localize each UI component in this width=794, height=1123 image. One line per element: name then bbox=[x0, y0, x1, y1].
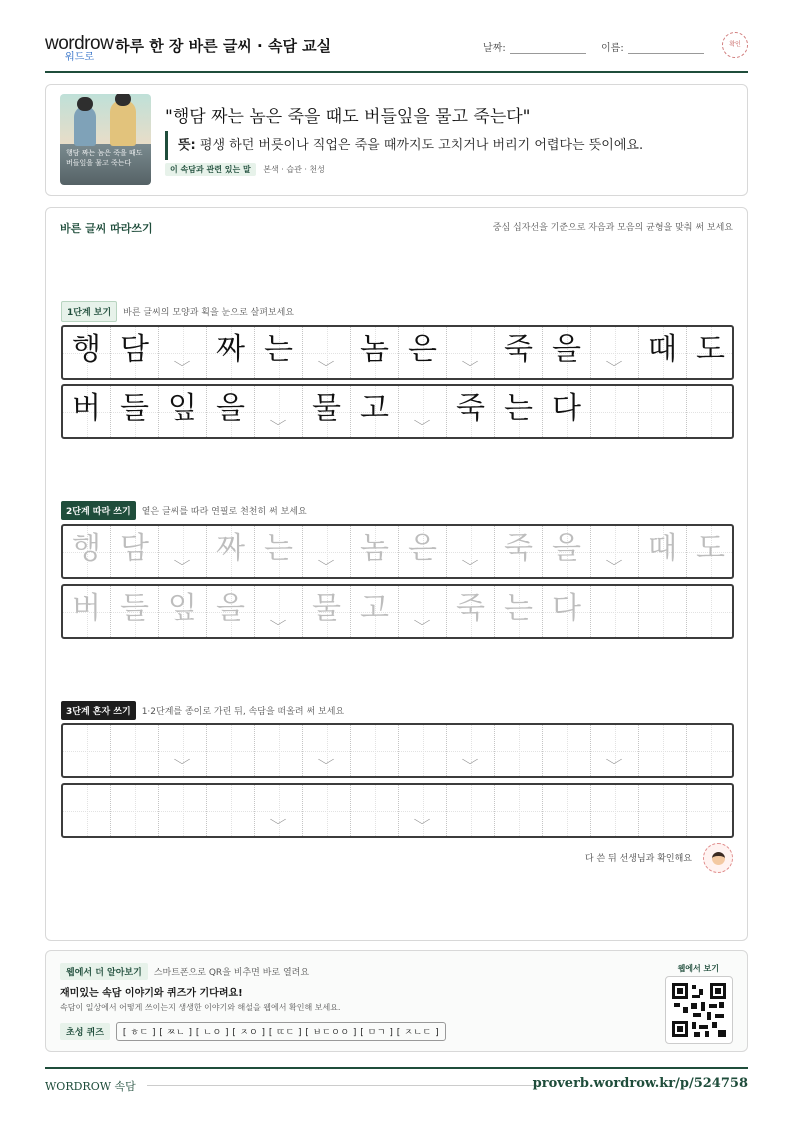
grid-cell[interactable] bbox=[111, 586, 159, 637]
space-cell[interactable] bbox=[639, 785, 687, 836]
space-cell bbox=[591, 386, 639, 437]
syllable: 는 bbox=[264, 531, 293, 566]
step1-label: 1단계 보기 bbox=[61, 301, 117, 322]
grid-cell[interactable] bbox=[543, 785, 591, 836]
syllable: 는 bbox=[504, 591, 533, 626]
name-line[interactable] bbox=[628, 44, 704, 54]
grid-cell bbox=[687, 327, 734, 378]
syllable: 죽 bbox=[504, 332, 533, 367]
space-cell[interactable] bbox=[303, 526, 351, 577]
syllable: 을 bbox=[216, 591, 245, 626]
space-cell bbox=[399, 386, 447, 437]
grid-cell bbox=[63, 386, 111, 437]
chosung-quiz bbox=[60, 1022, 446, 1041]
syllable: 을 bbox=[216, 391, 245, 426]
grid-cell[interactable] bbox=[687, 526, 734, 577]
grid-cell bbox=[111, 327, 159, 378]
space-mark-icon: ﹀ bbox=[173, 758, 191, 772]
space-cell bbox=[159, 327, 207, 378]
syllable: 담 bbox=[120, 332, 149, 367]
syllable: 다 bbox=[552, 391, 581, 426]
proverb-thumbnail bbox=[60, 94, 151, 185]
space-cell[interactable] bbox=[591, 586, 639, 637]
space-mark-icon: ﹀ bbox=[173, 559, 191, 573]
step2-label: 2단계 따라 쓰기 bbox=[61, 501, 136, 520]
grid-cell bbox=[207, 327, 255, 378]
thumbnail-caption: 행담 짜는 놈은 죽을 때도 버들잎을 물고 죽는다 bbox=[66, 149, 143, 167]
space-cell[interactable] bbox=[447, 526, 495, 577]
syllable: 놈 bbox=[360, 531, 389, 566]
quiz-box: [ ㅎㄷ ] [ ㅉㄴ ] [ ㄴㅇ ] [ ㅈㅇ ] [ ㄸㄷ ] [ ㅂㄷㅇㅇ ] [ ㅁㄱ ] [ ㅈㄴㄷ ] bbox=[116, 1022, 446, 1041]
footer-brand: WORDROW 속담 bbox=[45, 1080, 136, 1093]
meaning-label: 뜻: bbox=[178, 138, 196, 153]
space-cell[interactable] bbox=[687, 586, 734, 637]
step3-desc: 1·2단계를 종이로 가린 뒤, 속담을 떠올려 써 보세요 bbox=[141, 707, 345, 717]
syllable: 을 bbox=[552, 332, 581, 367]
syllable: 은 bbox=[408, 332, 437, 367]
space-mark-icon: ﹀ bbox=[317, 559, 335, 573]
grid-cell[interactable] bbox=[543, 725, 591, 776]
space-mark-icon: ﹀ bbox=[173, 360, 191, 374]
grid-cell[interactable] bbox=[495, 586, 543, 637]
syllable: 죽 bbox=[504, 531, 533, 566]
grid-cell[interactable] bbox=[399, 725, 447, 776]
space-mark-icon: ﹀ bbox=[317, 758, 335, 772]
grid-cell[interactable] bbox=[111, 526, 159, 577]
grid-cell[interactable] bbox=[351, 785, 399, 836]
person-figure-icon bbox=[110, 100, 136, 146]
syllable: 은 bbox=[408, 531, 437, 566]
writing-row bbox=[61, 325, 734, 380]
meaning-text: 평생 하던 버릇이나 직업은 죽을 때까지도 고치거나 버리기 어렵다는 뜻이에요. bbox=[199, 138, 644, 153]
grid-cell bbox=[351, 327, 399, 378]
space-cell[interactable] bbox=[447, 725, 495, 776]
space-cell[interactable] bbox=[255, 785, 303, 836]
grid-cell[interactable] bbox=[159, 586, 207, 637]
grid-cell bbox=[159, 386, 207, 437]
date-label: 날짜: bbox=[483, 43, 506, 54]
date-field[interactable] bbox=[483, 39, 586, 54]
quiz-label: 초성 퀴즈 bbox=[60, 1023, 110, 1040]
date-line[interactable] bbox=[510, 44, 586, 54]
tracing-row[interactable] bbox=[61, 584, 734, 639]
syllable: 을 bbox=[552, 531, 581, 566]
promo-desc: 속담이 일상에서 어떻게 쓰이는지 생생한 이야기와 해설을 웹에서 확인해 보세요. bbox=[60, 1003, 341, 1012]
space-mark-icon: ﹀ bbox=[605, 559, 623, 573]
step1-header bbox=[61, 301, 294, 322]
grid-cell bbox=[303, 386, 351, 437]
grid-cell bbox=[447, 386, 495, 437]
grid-cell bbox=[543, 327, 591, 378]
syllable: 잎 bbox=[168, 391, 197, 426]
grid-cell[interactable] bbox=[207, 526, 255, 577]
page-title: 하루 한 장 바른 글씨 · 속담 교실 bbox=[115, 37, 332, 55]
person-head-icon bbox=[115, 94, 131, 106]
page-footer bbox=[45, 1067, 748, 1097]
proverb-card bbox=[45, 84, 748, 196]
grid-cell[interactable] bbox=[495, 725, 543, 776]
grid-cell bbox=[255, 327, 303, 378]
syllable: 때 bbox=[648, 531, 677, 566]
space-cell[interactable] bbox=[639, 586, 687, 637]
grid-cell[interactable] bbox=[207, 586, 255, 637]
space-mark-icon: ﹀ bbox=[605, 758, 623, 772]
grid-cell bbox=[495, 386, 543, 437]
student-badge-icon bbox=[703, 843, 733, 873]
confirm-stamp-icon: 확인 bbox=[722, 32, 748, 58]
syllable: 담 bbox=[120, 531, 149, 566]
grid-cell[interactable] bbox=[63, 725, 111, 776]
space-mark-icon: ﹀ bbox=[269, 419, 287, 433]
girl-face-icon bbox=[712, 852, 725, 865]
grid-cell[interactable] bbox=[351, 526, 399, 577]
proverb-quote: "행담 짜는 놈은 죽을 때도 버들잎을 물고 죽는다" bbox=[165, 107, 531, 127]
qr-code-icon bbox=[672, 983, 726, 1037]
syllable: 죽 bbox=[456, 591, 485, 626]
web-tag-desc: 스마트폰으로 QR을 비추면 바로 열려요 bbox=[153, 968, 310, 978]
related-words bbox=[165, 164, 325, 175]
grid-cell[interactable] bbox=[111, 785, 159, 836]
proverb-meaning bbox=[165, 131, 643, 160]
syllable: 행 bbox=[72, 332, 101, 367]
syllable: 물 bbox=[312, 591, 341, 626]
web-tag: 웹에서 더 알아보기 bbox=[60, 963, 148, 980]
syllable: 들 bbox=[120, 391, 149, 426]
syllable: 행 bbox=[72, 531, 101, 566]
grid-cell[interactable] bbox=[303, 586, 351, 637]
space-cell[interactable] bbox=[687, 785, 734, 836]
grid-cell[interactable] bbox=[543, 526, 591, 577]
practice-hint: 중심 십자선을 기준으로 자음과 모음의 균형을 맞춰 써 보세요 bbox=[492, 223, 733, 233]
grid-cell[interactable] bbox=[687, 725, 734, 776]
space-cell[interactable] bbox=[159, 725, 207, 776]
syllable: 는 bbox=[264, 332, 293, 367]
syllable: 놈 bbox=[360, 332, 389, 367]
name-label: 이름: bbox=[601, 43, 624, 54]
syllable: 짜 bbox=[216, 531, 245, 566]
syllable: 때 bbox=[648, 332, 677, 367]
grid-cell[interactable] bbox=[447, 586, 495, 637]
syllable: 다 bbox=[552, 591, 581, 626]
space-mark-icon: ﹀ bbox=[413, 419, 431, 433]
space-cell bbox=[303, 327, 351, 378]
syllable: 도 bbox=[696, 531, 725, 566]
grid-cell[interactable] bbox=[351, 586, 399, 637]
grid-cell[interactable] bbox=[495, 526, 543, 577]
grid-cell[interactable] bbox=[255, 725, 303, 776]
person-figure-icon bbox=[74, 106, 96, 146]
name-field[interactable] bbox=[601, 39, 704, 54]
space-cell[interactable] bbox=[255, 586, 303, 637]
grid-cell[interactable] bbox=[399, 526, 447, 577]
grid-cell bbox=[351, 386, 399, 437]
syllable: 고 bbox=[360, 391, 389, 426]
grid-cell[interactable] bbox=[63, 785, 111, 836]
syllable: 잎 bbox=[168, 591, 197, 626]
grid-cell[interactable] bbox=[207, 725, 255, 776]
web-card bbox=[45, 950, 748, 1052]
related-label: 이 속담과 관련 있는 말 bbox=[165, 163, 256, 176]
space-mark-icon: ﹀ bbox=[461, 559, 479, 573]
practice-title: 바른 글씨 따라쓰기 bbox=[60, 222, 153, 235]
web-tag-row bbox=[60, 963, 309, 980]
space-mark-icon: ﹀ bbox=[461, 758, 479, 772]
grid-cell[interactable] bbox=[255, 526, 303, 577]
logo-korean: 워드로 bbox=[65, 52, 94, 63]
grid-cell[interactable] bbox=[63, 586, 111, 637]
step3-header bbox=[61, 701, 344, 720]
space-cell bbox=[447, 327, 495, 378]
syllable: 는 bbox=[504, 391, 533, 426]
syllable: 들 bbox=[120, 591, 149, 626]
space-cell[interactable] bbox=[591, 725, 639, 776]
space-cell bbox=[687, 386, 734, 437]
practice-card bbox=[45, 207, 748, 941]
grid-cell[interactable] bbox=[111, 725, 159, 776]
footer-divider bbox=[147, 1085, 538, 1086]
grid-cell bbox=[111, 386, 159, 437]
free-writing-row[interactable] bbox=[61, 783, 734, 838]
space-mark-icon: ﹀ bbox=[269, 818, 287, 832]
grid-cell bbox=[639, 327, 687, 378]
grid-cell bbox=[543, 386, 591, 437]
space-mark-icon: ﹀ bbox=[317, 360, 335, 374]
step1-desc: 바른 글씨의 모양과 획을 눈으로 살펴보세요 bbox=[123, 308, 294, 318]
grid-cell[interactable] bbox=[159, 785, 207, 836]
space-mark-icon: ﹀ bbox=[605, 360, 623, 374]
grid-cell bbox=[399, 327, 447, 378]
grid-cell[interactable] bbox=[63, 526, 111, 577]
syllable: 도 bbox=[696, 332, 725, 367]
syllable: 죽 bbox=[456, 391, 485, 426]
grid-cell[interactable] bbox=[207, 785, 255, 836]
grid-cell[interactable] bbox=[639, 725, 687, 776]
space-mark-icon: ﹀ bbox=[269, 619, 287, 633]
person-head-icon bbox=[77, 97, 93, 111]
space-cell bbox=[255, 386, 303, 437]
space-cell[interactable] bbox=[591, 785, 639, 836]
qr-code[interactable] bbox=[665, 976, 733, 1044]
syllable: 고 bbox=[360, 591, 389, 626]
space-cell[interactable] bbox=[591, 526, 639, 577]
space-mark-icon: ﹀ bbox=[413, 619, 431, 633]
step2-header bbox=[61, 501, 307, 520]
space-mark-icon: ﹀ bbox=[461, 360, 479, 374]
syllable: 버 bbox=[72, 391, 101, 426]
related-list: 본색 · 습관 · 천성 bbox=[263, 165, 325, 174]
footer-url[interactable]: proverb.wordrow.kr/p/524758 bbox=[532, 1076, 748, 1091]
teacher-check-text: 다 쓴 뒤 선생님과 확인해요 bbox=[584, 854, 692, 864]
grid-cell[interactable] bbox=[495, 785, 543, 836]
space-cell[interactable] bbox=[303, 725, 351, 776]
syllable: 버 bbox=[72, 591, 101, 626]
grid-cell bbox=[495, 327, 543, 378]
grid-cell bbox=[63, 327, 111, 378]
space-cell[interactable] bbox=[159, 526, 207, 577]
promo-title: 재미있는 속담 이야기와 퀴즈가 기다려요! bbox=[60, 988, 243, 999]
grid-cell bbox=[207, 386, 255, 437]
grid-cell[interactable] bbox=[543, 586, 591, 637]
step3-label: 3단계 혼자 쓰기 bbox=[61, 701, 136, 720]
page-header bbox=[45, 28, 748, 73]
writing-row bbox=[61, 384, 734, 439]
logo-text: wordrow bbox=[45, 33, 114, 54]
space-cell[interactable] bbox=[399, 586, 447, 637]
grid-cell[interactable] bbox=[351, 725, 399, 776]
qr-label: 웹에서 보기 bbox=[677, 964, 719, 973]
space-cell bbox=[591, 327, 639, 378]
tracing-row[interactable] bbox=[61, 524, 734, 579]
grid-cell[interactable] bbox=[447, 785, 495, 836]
space-cell[interactable] bbox=[399, 785, 447, 836]
free-writing-row[interactable] bbox=[61, 723, 734, 778]
grid-cell[interactable] bbox=[303, 785, 351, 836]
grid-cell[interactable] bbox=[639, 526, 687, 577]
wordrow-logo[interactable] bbox=[45, 33, 114, 63]
space-mark-icon: ﹀ bbox=[413, 818, 431, 832]
step2-desc: 옅은 글씨를 따라 연필로 천천히 써 보세요 bbox=[141, 507, 307, 517]
space-cell bbox=[639, 386, 687, 437]
syllable: 짜 bbox=[216, 332, 245, 367]
syllable: 물 bbox=[312, 391, 341, 426]
